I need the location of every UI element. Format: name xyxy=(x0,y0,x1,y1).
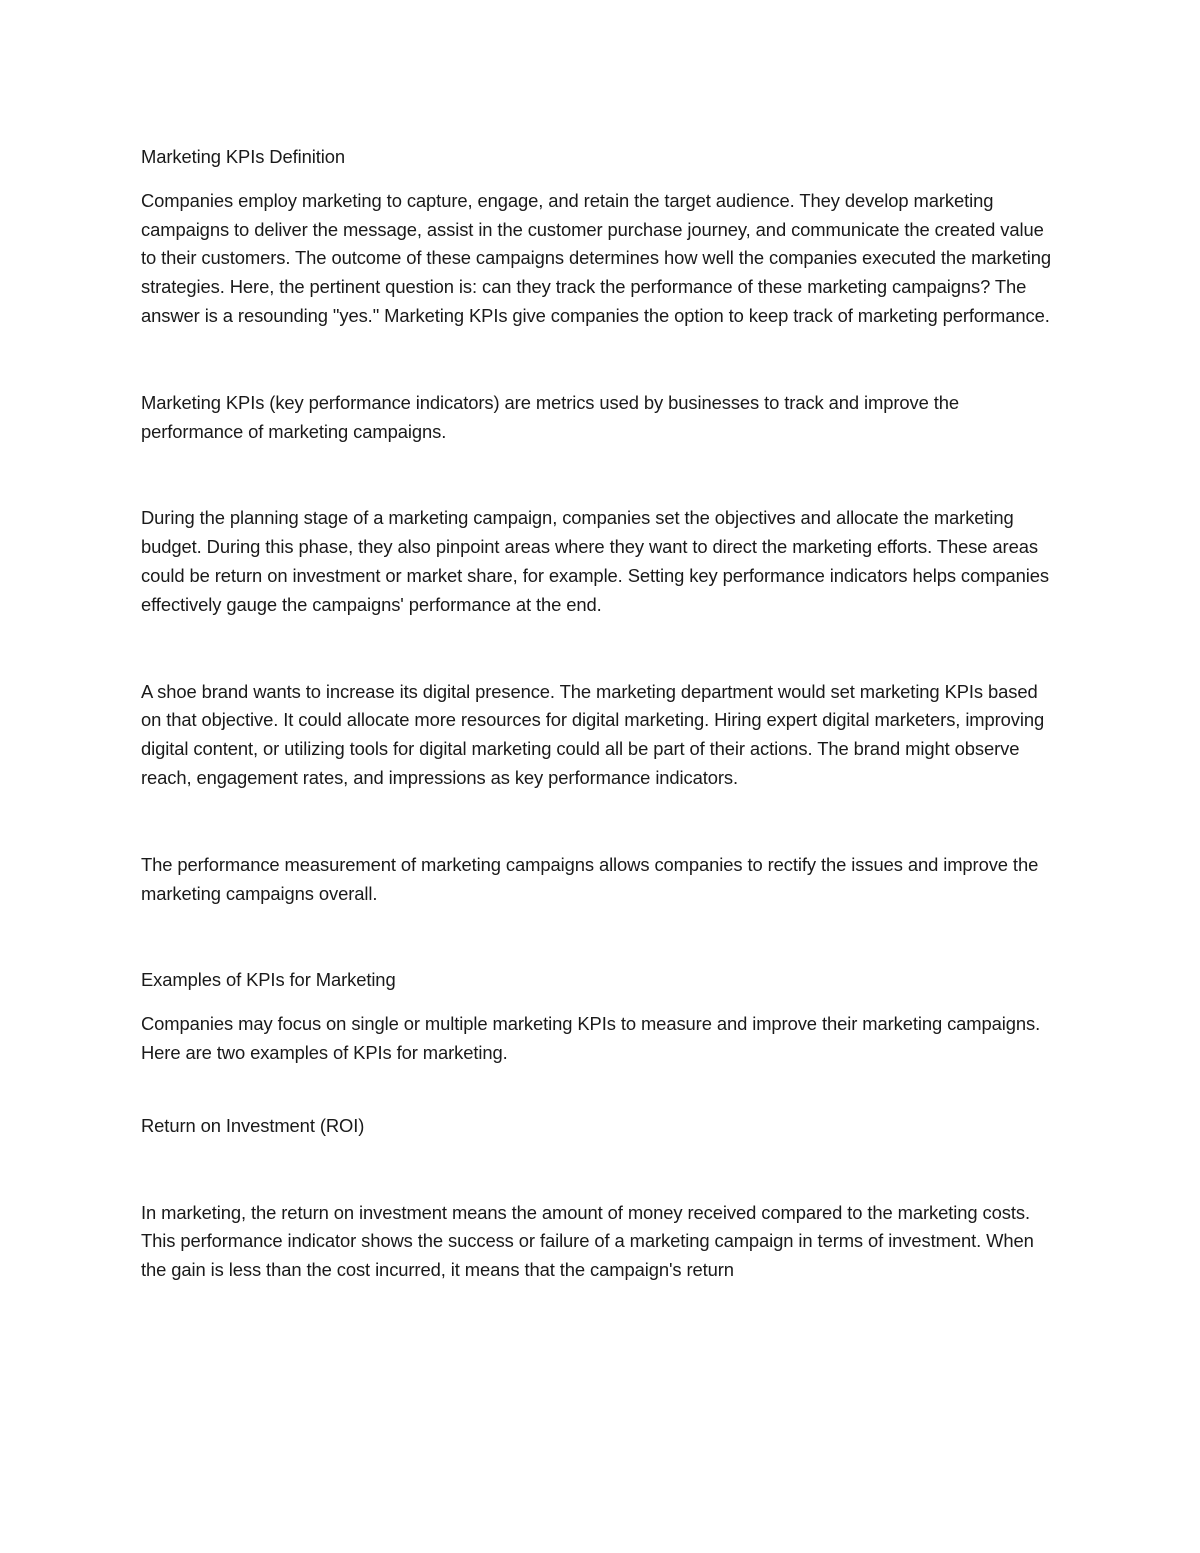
document-body xyxy=(141,143,1056,1285)
paragraph-shoe-brand: A shoe brand wants to increase its digital presence. The marketing department would set marketing KPIs based on that objective. It could allocate more resources for digital marketing. Hiring expert digital marketers, improving digital content, or utilizing tools for digital marketing could all be part of their actions. The brand might observe reach, engagement rates, and impressions as key performance indicators. xyxy=(141,680,1045,788)
heading-examples-of-kpis: Examples of KPIs for Marketing xyxy=(141,969,396,991)
paragraph-roi: In marketing, the return on investment means the amount of money received compared to the marketing costs. This performance indicator shows the success or failure of a marketing campaign in terms of investment. When the gain is less than the cost incurred, it means that the campaign's return xyxy=(141,1201,1034,1281)
heading-return-on-investment: Return on Investment (ROI) xyxy=(141,1114,365,1136)
paragraph-planning: During the planning stage of a marketing campaign, companies set the objectives and allocate the marketing budget. During this phase, they also pinpoint areas where they want to direct the marketing efforts. These areas could be return on investment or market share, for example. Setting key performance indicators helps companies effectively gauge the campaigns' performance at the end. xyxy=(141,507,1049,615)
heading-marketing-kpis-definition: Marketing KPIs Definition xyxy=(141,146,345,167)
paragraph-examples: Companies may focus on single or multiple marketing KPIs to measure and improve their marketing campaigns. Here are two examples of KPIs for marketing. xyxy=(141,1013,1041,1063)
paragraph-intro: Companies employ marketing to capture, engage, and retain the target audience. They develop marketing campaigns to deliver the message, assist in the customer purchase journey, and communicate the created value to their customers. The outcome of these campaigns determines how well the companies executed the marketing strategies. Here, the pertinent question is: can they track the performance of these marketing campaigns? The answer is a resounding "yes." Marketing KPIs give companies the option to keep track of marketing performance. xyxy=(141,189,1051,326)
paragraph-definition: Marketing KPIs (key performance indicators) are metrics used by businesses to track and improve the performance of marketing campaigns. xyxy=(141,391,960,442)
paragraph-measurement: The performance measurement of marketing campaigns allows companies to rectify the issues and improve the marketing campaigns overall. xyxy=(141,853,1039,904)
